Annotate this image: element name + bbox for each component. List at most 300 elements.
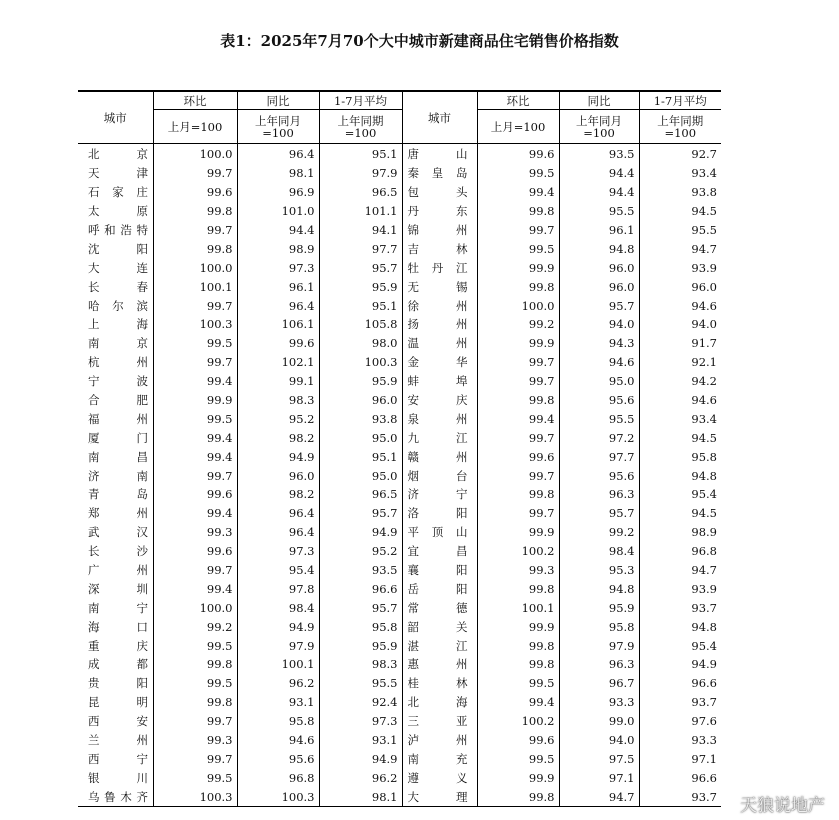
- mom-value: 99.9: [477, 617, 559, 636]
- city-name: 贵阳: [88, 676, 148, 691]
- avg-value: 94.8: [639, 466, 721, 485]
- mom-value: 99.5: [153, 334, 237, 353]
- city-name: 天津: [88, 166, 148, 181]
- city-name: 沈阳: [88, 241, 148, 256]
- mom-value: 99.9: [477, 768, 559, 787]
- mom-value: 99.6: [477, 447, 559, 466]
- mom-value: 99.7: [153, 561, 237, 580]
- yoy-value: 95.6: [559, 466, 639, 485]
- mom-value: 99.9: [477, 258, 559, 277]
- avg-value: 97.3: [319, 712, 402, 731]
- mom-value: 99.5: [153, 409, 237, 428]
- mom-value: 99.3: [477, 561, 559, 580]
- yoy-value: 98.4: [237, 598, 319, 617]
- table-row: [78, 655, 721, 674]
- mom-value: 99.9: [153, 391, 237, 410]
- yoy-value: 96.3: [559, 485, 639, 504]
- avg-value: 98.3: [319, 655, 402, 674]
- table-row: [78, 239, 721, 258]
- avg-value: 93.8: [639, 183, 721, 202]
- avg-value: 95.9: [319, 277, 402, 296]
- avg-value: 101.1: [319, 202, 402, 221]
- mom-value: 99.8: [477, 579, 559, 598]
- mom-value: 99.9: [477, 334, 559, 353]
- yoy-value: 106.1: [237, 315, 319, 334]
- city-name: 安庆: [402, 391, 477, 410]
- avg-value: 95.7: [319, 598, 402, 617]
- mom-value: 100.1: [477, 598, 559, 617]
- yoy-value: 97.5: [559, 750, 639, 769]
- city-name: 桂林: [402, 674, 477, 693]
- yoy-value: 96.3: [559, 655, 639, 674]
- mom-value: 99.7: [153, 750, 237, 769]
- table-row: [78, 542, 721, 561]
- yoy-value: 93.5: [559, 144, 639, 164]
- avg-value: 96.5: [319, 485, 402, 504]
- avg-value: 93.7: [639, 598, 721, 617]
- yoy-value: 96.2: [237, 674, 319, 693]
- mom-value: 99.7: [153, 712, 237, 731]
- avg-value: 96.6: [639, 674, 721, 693]
- city-name: 昆明: [88, 695, 148, 710]
- mom-value: 99.8: [153, 239, 237, 258]
- header-city: 城市: [78, 91, 153, 144]
- header-avg-base: 上年同期 =100: [319, 110, 402, 144]
- city-name: 长沙: [88, 544, 148, 559]
- mom-value: 99.5: [477, 164, 559, 183]
- watermark: 天狼说地产: [740, 796, 825, 816]
- avg-value: 93.7: [639, 787, 721, 806]
- yoy-value: 99.2: [559, 523, 639, 542]
- table-row: [78, 693, 721, 712]
- city-name: 银川: [88, 770, 148, 785]
- avg-value: 97.1: [639, 750, 721, 769]
- yoy-value: 95.5: [559, 202, 639, 221]
- mom-value: 99.4: [477, 409, 559, 428]
- table-row: [78, 315, 721, 334]
- city-name: 徐州: [402, 296, 477, 315]
- mom-value: 100.0: [153, 144, 237, 164]
- table-header: [78, 91, 721, 144]
- mom-value: 99.7: [153, 466, 237, 485]
- header-avg: 1-7月平均: [639, 91, 721, 110]
- city-name: 厦门: [88, 430, 148, 445]
- city-name: 宜昌: [402, 542, 477, 561]
- mom-value: 99.8: [477, 636, 559, 655]
- yoy-value: 94.6: [237, 731, 319, 750]
- city-name: 丹东: [402, 202, 477, 221]
- avg-value: 93.5: [319, 561, 402, 580]
- table-row: [78, 579, 721, 598]
- mom-value: 99.4: [153, 447, 237, 466]
- yoy-value: 94.9: [237, 617, 319, 636]
- yoy-value: 98.2: [237, 428, 319, 447]
- mom-value: 99.3: [153, 731, 237, 750]
- mom-value: 99.5: [477, 239, 559, 258]
- table-row: [78, 768, 721, 787]
- city-name: 南昌: [88, 449, 148, 464]
- avg-value: 95.9: [319, 636, 402, 655]
- mom-value: 99.4: [153, 579, 237, 598]
- city-name: 呼和浩特: [88, 223, 148, 237]
- avg-value: 96.6: [639, 768, 721, 787]
- city-name: 无锡: [402, 277, 477, 296]
- mom-value: 99.8: [477, 787, 559, 806]
- yoy-value: 97.9: [237, 636, 319, 655]
- table-row: [78, 523, 721, 542]
- yoy-value: 96.4: [237, 523, 319, 542]
- header-yoy-base: 上年同月 =100: [559, 110, 639, 144]
- yoy-value: 95.3: [559, 561, 639, 580]
- city-name: 包头: [402, 183, 477, 202]
- city-name: 长春: [88, 279, 148, 294]
- avg-value: 91.7: [639, 334, 721, 353]
- city-name: 扬州: [402, 315, 477, 334]
- yoy-value: 98.1: [237, 164, 319, 183]
- avg-value: 93.4: [639, 409, 721, 428]
- header-mom: 环比: [153, 91, 237, 110]
- city-name: 岳阳: [402, 579, 477, 598]
- header-avg-base: 上年同期 =100: [639, 110, 721, 144]
- mom-value: 99.2: [153, 617, 237, 636]
- city-name: 秦皇岛: [402, 164, 477, 183]
- table-row: [78, 617, 721, 636]
- mom-value: 99.4: [477, 183, 559, 202]
- table-row: [78, 409, 721, 428]
- yoy-value: 98.9: [237, 239, 319, 258]
- table-body: [78, 144, 721, 807]
- table-row: [78, 712, 721, 731]
- yoy-value: 94.9: [237, 447, 319, 466]
- mom-value: 99.8: [477, 485, 559, 504]
- city-name: 广州: [88, 563, 148, 578]
- city-name: 重庆: [88, 638, 148, 653]
- mom-value: 99.7: [153, 296, 237, 315]
- header-avg: 1-7月平均: [319, 91, 402, 110]
- yoy-value: 95.2: [237, 409, 319, 428]
- avg-value: 94.7: [639, 561, 721, 580]
- yoy-value: 95.8: [237, 712, 319, 731]
- avg-value: 96.0: [319, 391, 402, 410]
- table-row: [78, 221, 721, 240]
- city-name: 牡丹江: [402, 258, 477, 277]
- yoy-value: 97.7: [559, 447, 639, 466]
- city-name: 北京: [88, 147, 148, 162]
- avg-value: 93.3: [639, 731, 721, 750]
- yoy-value: 95.4: [237, 561, 319, 580]
- avg-value: 94.6: [639, 296, 721, 315]
- mom-value: 99.7: [477, 428, 559, 447]
- city-name: 赣州: [402, 447, 477, 466]
- table-row: [78, 144, 721, 164]
- avg-value: 94.5: [639, 504, 721, 523]
- avg-value: 97.7: [319, 239, 402, 258]
- city-name: 金华: [402, 353, 477, 372]
- avg-value: 93.1: [319, 731, 402, 750]
- header-yoy: 同比: [559, 91, 639, 110]
- table-row: [78, 787, 721, 806]
- header-mom: 环比: [477, 91, 559, 110]
- yoy-value: 94.8: [559, 239, 639, 258]
- mom-value: 99.5: [477, 750, 559, 769]
- avg-value: 94.9: [319, 750, 402, 769]
- mom-value: 99.8: [477, 277, 559, 296]
- yoy-value: 97.9: [559, 636, 639, 655]
- yoy-value: 95.9: [559, 598, 639, 617]
- yoy-value: 96.0: [559, 277, 639, 296]
- city-name: 郑州: [88, 506, 148, 521]
- yoy-value: 102.1: [237, 353, 319, 372]
- table-row: [78, 674, 721, 693]
- mom-value: 99.9: [477, 523, 559, 542]
- city-name: 泉州: [402, 409, 477, 428]
- avg-value: 95.7: [319, 258, 402, 277]
- avg-value: 95.0: [319, 466, 402, 485]
- yoy-value: 97.3: [237, 258, 319, 277]
- avg-value: 95.5: [319, 674, 402, 693]
- yoy-value: 96.0: [237, 466, 319, 485]
- mom-value: 99.6: [477, 144, 559, 164]
- table-row: [78, 447, 721, 466]
- city-name: 温州: [402, 334, 477, 353]
- city-name: 遵义: [402, 768, 477, 787]
- avg-value: 95.4: [639, 485, 721, 504]
- avg-value: 92.4: [319, 693, 402, 712]
- yoy-value: 95.7: [559, 504, 639, 523]
- avg-value: 95.2: [319, 542, 402, 561]
- city-name: 唐山: [402, 144, 477, 164]
- city-name: 韶关: [402, 617, 477, 636]
- mom-value: 99.2: [477, 315, 559, 334]
- table-row: [78, 485, 721, 504]
- table-row: [78, 277, 721, 296]
- avg-value: 92.1: [639, 353, 721, 372]
- city-name: 石家庄: [88, 185, 148, 200]
- mom-value: 99.6: [153, 485, 237, 504]
- table-row: [78, 353, 721, 372]
- city-name: 三亚: [402, 712, 477, 731]
- yoy-value: 95.6: [237, 750, 319, 769]
- yoy-value: 97.3: [237, 542, 319, 561]
- avg-value: 94.9: [319, 523, 402, 542]
- avg-value: 97.6: [639, 712, 721, 731]
- table-title: 表1：2025年7月70个大中城市新建商品住宅销售价格指数: [220, 32, 619, 50]
- avg-value: 94.7: [639, 239, 721, 258]
- city-name: 平顶山: [402, 523, 477, 542]
- mom-value: 99.8: [153, 655, 237, 674]
- avg-value: 94.9: [639, 655, 721, 674]
- city-name: 大连: [88, 260, 148, 275]
- city-name: 西安: [88, 714, 148, 729]
- yoy-value: 94.6: [559, 353, 639, 372]
- mom-value: 99.7: [477, 221, 559, 240]
- yoy-value: 96.0: [559, 258, 639, 277]
- city-name: 武汉: [88, 525, 148, 540]
- mom-value: 99.5: [153, 768, 237, 787]
- avg-value: 98.1: [319, 787, 402, 806]
- avg-value: 96.2: [319, 768, 402, 787]
- city-name: 襄阳: [402, 561, 477, 580]
- table-row: [78, 334, 721, 353]
- avg-value: 94.1: [319, 221, 402, 240]
- mom-value: 100.1: [153, 277, 237, 296]
- city-name: 南京: [88, 336, 148, 351]
- mom-value: 99.5: [153, 674, 237, 693]
- yoy-value: 98.2: [237, 485, 319, 504]
- avg-value: 94.5: [639, 428, 721, 447]
- table-row: [78, 428, 721, 447]
- yoy-value: 96.9: [237, 183, 319, 202]
- mom-value: 99.7: [477, 466, 559, 485]
- avg-value: 98.9: [639, 523, 721, 542]
- yoy-value: 95.7: [559, 296, 639, 315]
- header-mom-base: 上月=100: [477, 110, 559, 144]
- yoy-value: 99.6: [237, 334, 319, 353]
- yoy-value: 96.4: [237, 296, 319, 315]
- yoy-value: 94.0: [559, 731, 639, 750]
- avg-value: 96.5: [319, 183, 402, 202]
- mom-value: 99.8: [477, 202, 559, 221]
- mom-value: 99.6: [153, 542, 237, 561]
- yoy-value: 99.0: [559, 712, 639, 731]
- city-name: 杭州: [88, 355, 148, 370]
- mom-value: 100.0: [153, 598, 237, 617]
- mom-value: 99.7: [153, 353, 237, 372]
- mom-value: 99.4: [153, 428, 237, 447]
- city-name: 蚌埠: [402, 372, 477, 391]
- city-name: 吉林: [402, 239, 477, 258]
- mom-value: 99.3: [153, 523, 237, 542]
- avg-value: 95.0: [319, 428, 402, 447]
- avg-value: 94.2: [639, 372, 721, 391]
- city-name: 惠州: [402, 655, 477, 674]
- city-name: 锦州: [402, 221, 477, 240]
- yoy-value: 94.4: [559, 164, 639, 183]
- mom-value: 99.8: [153, 202, 237, 221]
- mom-value: 99.5: [477, 674, 559, 693]
- city-name: 海口: [88, 619, 148, 634]
- yoy-value: 94.7: [559, 787, 639, 806]
- yoy-value: 94.3: [559, 334, 639, 353]
- table-row: [78, 164, 721, 183]
- yoy-value: 100.1: [237, 655, 319, 674]
- avg-value: 96.6: [319, 579, 402, 598]
- yoy-value: 96.1: [559, 221, 639, 240]
- city-name: 北海: [402, 693, 477, 712]
- mom-value: 100.0: [153, 258, 237, 277]
- mom-value: 100.0: [477, 296, 559, 315]
- avg-value: 94.5: [639, 202, 721, 221]
- mom-value: 99.6: [477, 731, 559, 750]
- mom-value: 100.3: [153, 315, 237, 334]
- avg-value: 92.7: [639, 144, 721, 164]
- avg-value: 95.4: [639, 636, 721, 655]
- avg-value: 95.1: [319, 447, 402, 466]
- yoy-value: 94.4: [559, 183, 639, 202]
- avg-value: 94.8: [639, 617, 721, 636]
- yoy-value: 100.3: [237, 787, 319, 806]
- avg-value: 98.0: [319, 334, 402, 353]
- city-name: 乌鲁木齐: [78, 787, 153, 806]
- yoy-value: 95.8: [559, 617, 639, 636]
- mom-value: 99.5: [153, 636, 237, 655]
- city-name: 烟台: [402, 466, 477, 485]
- mom-value: 100.2: [477, 712, 559, 731]
- header-yoy-base: 上年同月 =100: [237, 110, 319, 144]
- mom-value: 99.7: [477, 353, 559, 372]
- avg-value: 96.8: [639, 542, 721, 561]
- yoy-value: 98.3: [237, 391, 319, 410]
- city-name: 上海: [88, 317, 148, 332]
- mom-value: 99.7: [153, 221, 237, 240]
- yoy-value: 93.3: [559, 693, 639, 712]
- header-yoy: 同比: [237, 91, 319, 110]
- avg-value: 100.3: [319, 353, 402, 372]
- city-name: 南宁: [88, 600, 148, 615]
- city-name: 西宁: [88, 751, 148, 766]
- mom-value: 99.6: [153, 183, 237, 202]
- yoy-value: 94.8: [559, 579, 639, 598]
- table-row: [78, 202, 721, 221]
- avg-value: 105.8: [319, 315, 402, 334]
- table-row: [78, 731, 721, 750]
- mom-value: 99.7: [477, 504, 559, 523]
- yoy-value: 99.1: [237, 372, 319, 391]
- yoy-value: 96.4: [237, 504, 319, 523]
- header-mom-base: 上月=100: [153, 110, 237, 144]
- city-name: 常德: [402, 598, 477, 617]
- city-name: 泸州: [402, 731, 477, 750]
- yoy-value: 95.5: [559, 409, 639, 428]
- table-row: [78, 504, 721, 523]
- yoy-value: 96.7: [559, 674, 639, 693]
- table-row: [78, 598, 721, 617]
- yoy-value: 93.1: [237, 693, 319, 712]
- yoy-value: 96.4: [237, 144, 319, 164]
- table-row: [78, 466, 721, 485]
- city-name: 哈尔滨: [88, 298, 148, 313]
- city-name: 九江: [402, 428, 477, 447]
- city-name: 济宁: [402, 485, 477, 504]
- table-row: [78, 183, 721, 202]
- avg-value: 93.8: [319, 409, 402, 428]
- city-name: 深圳: [88, 581, 148, 596]
- city-name: 合肥: [88, 393, 148, 408]
- avg-value: 95.9: [319, 372, 402, 391]
- table-row: [78, 372, 721, 391]
- avg-value: 93.9: [639, 258, 721, 277]
- city-name: 南充: [402, 750, 477, 769]
- avg-value: 93.7: [639, 693, 721, 712]
- city-name: 青岛: [88, 487, 148, 502]
- yoy-value: 97.1: [559, 768, 639, 787]
- table-row: [78, 636, 721, 655]
- avg-value: 95.8: [639, 447, 721, 466]
- city-name: 大理: [402, 787, 477, 806]
- avg-value: 94.0: [639, 315, 721, 334]
- avg-value: 97.9: [319, 164, 402, 183]
- table-row: [78, 258, 721, 277]
- yoy-value: 95.0: [559, 372, 639, 391]
- yoy-value: 95.6: [559, 391, 639, 410]
- mom-value: 100.3: [153, 787, 237, 806]
- avg-value: 95.1: [319, 144, 402, 164]
- mom-value: 99.8: [477, 391, 559, 410]
- yoy-value: 96.1: [237, 277, 319, 296]
- city-name: 宁波: [88, 374, 148, 389]
- yoy-value: 98.4: [559, 542, 639, 561]
- avg-value: 95.8: [319, 617, 402, 636]
